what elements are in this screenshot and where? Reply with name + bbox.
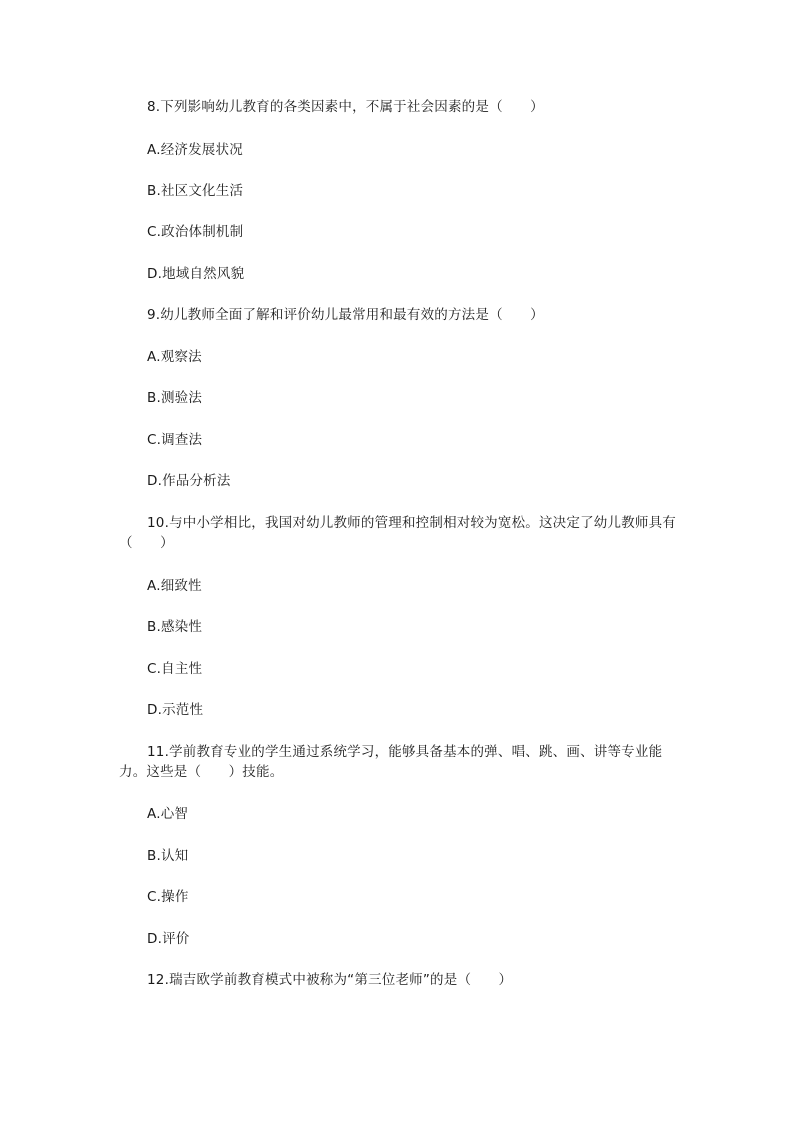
question-9-option-c: C.调查法 <box>147 432 203 448</box>
question-12-stem: 12.瑞吉欧学前教育模式中被称为“第三位老师”的是（ ） <box>147 972 513 988</box>
question-9-stem: 9.幼儿教师全面了解和评价幼儿最常用和最有效的方法是（ ） <box>147 307 544 323</box>
question-8-option-b: B.社区文化生活 <box>147 183 244 199</box>
question-10-option-c: C.自主性 <box>147 661 203 677</box>
question-8-option-a: A.经济发展状况 <box>147 142 243 158</box>
question-11-option-a: A.心智 <box>147 806 189 822</box>
question-10-option-d: D.示范性 <box>147 702 204 718</box>
question-11-option-c: C.操作 <box>147 889 189 905</box>
question-8-stem: 8.下列影响幼儿教育的各类因素中，不属于社会因素的是（ ） <box>147 99 544 115</box>
question-9-option-d: D.作品分析法 <box>147 473 231 489</box>
question-8-option-d: D.地域自然风貌 <box>147 266 245 282</box>
question-10-option-a: A.细致性 <box>147 578 202 594</box>
question-9-option-b: B.测验法 <box>147 390 203 406</box>
question-8-option-c: C.政治体制机制 <box>147 224 244 240</box>
question-10-option-b: B.感染性 <box>147 619 203 635</box>
question-11-option-d: D.评价 <box>147 931 190 947</box>
question-11-stem: 11.学前教育专业的学生通过系统学习，能够具备基本的弹、唱、跳、画、讲等专业能力。这些是（ ）技能。 <box>119 744 663 780</box>
question-9-option-a: A.观察法 <box>147 349 202 365</box>
question-11-option-b: B.认知 <box>147 848 189 864</box>
question-10-stem: 10.与中小学相比，我国对幼儿教师的管理和控制相对较为宽松。这决定了幼儿教师具有（ ） <box>119 515 676 551</box>
